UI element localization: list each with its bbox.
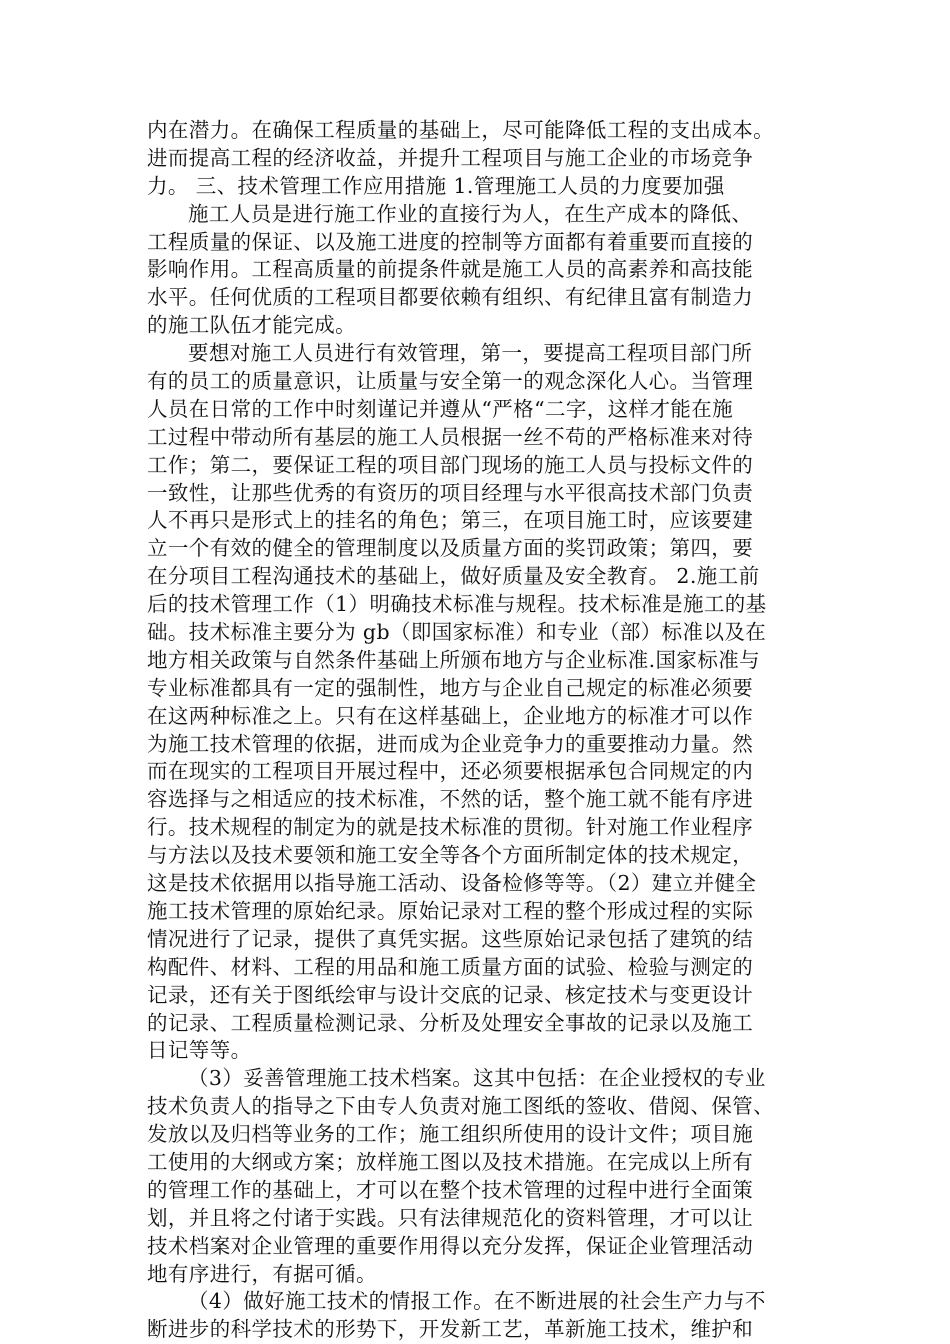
text-line: 础。技术标准主要分为 gb（即国家标准）和专业（部）标准以及在: [147, 620, 767, 645]
document-body: [147, 117, 817, 1344]
text-line: 人不再只是形式上的挂名的角色；第三，在项目施工时，应该要建: [147, 508, 754, 533]
text-line: 技术档案对企业管理的重要作用得以充分发挥，保证企业管理活动: [147, 1233, 754, 1258]
text-line: 在这两种标准之上。只有在这样基础上，企业地方的标准才可以作: [147, 703, 754, 728]
text-line: 立一个有效的健全的管理制度以及质量方面的奖罚政策；第四，要: [147, 536, 754, 561]
text-line: 人员在日常的工作中时刻谨记并遵从“严格“二字，这样才能在施: [147, 396, 734, 421]
text-line: 地有序进行，有据可循。: [147, 1261, 377, 1286]
text-line: 力。 三、技术管理工作应用措施 1.管理施工人员的力度要加强: [147, 173, 725, 198]
text-line: 容选择与之相适应的技术标准，不然的话，整个施工就不能有序进: [147, 787, 754, 812]
text-line: 施工人员是进行施工作业的直接行为人，在生产成本的降低、: [188, 201, 753, 226]
text-line: 地方相关政策与自然条件基础上所颁布地方与企业标准.国家标准与: [147, 647, 761, 672]
text-line: 工过程中带动所有基层的施工人员根据一丝不苟的严格标准来对待: [147, 424, 754, 449]
text-line: 技术负责人的指导之下由专人负责对施工图纸的签收、借阅、保管、: [147, 1094, 774, 1119]
text-line: 发放以及归档等业务的工作；施工组织所使用的设计文件；项目施: [147, 1122, 754, 1147]
text-line: 与方法以及技术要领和施工安全等各个方面所制定体的技术规定，: [147, 843, 754, 868]
text-line: 而在现实的工程项目开展过程中，还必须要根据承包合同规定的内: [147, 759, 754, 784]
text-line: 行。技术规程的制定为的就是技术标准的贯彻。针对施工作业程序: [147, 815, 754, 840]
text-line: 有的员工的质量意识，让质量与安全第一的观念深化人心。当管理: [147, 369, 754, 394]
text-line: 记录，还有关于图纸绘审与设计交底的记录、核定技术与变更设计: [147, 982, 754, 1007]
text-line: 后的技术管理工作（1）明确技术标准与规程。技术标准是施工的基: [147, 592, 767, 617]
text-line: 的记录、工程质量检测记录、分析及处理安全事故的记录以及施工: [147, 1010, 754, 1035]
text-line: （3）妥善管理施工技术档案。这其中包括：在企业授权的专业: [188, 1066, 766, 1091]
text-line: 的施工队伍才能完成。: [147, 313, 356, 338]
text-line: 构配件、材料、工程的用品和施工质量方面的试验、检验与测定的: [147, 954, 754, 979]
text-line: 为施工技术管理的依据，进而成为企业竞争力的重要推动力量。然: [147, 731, 754, 756]
text-line: 水平。任何优质的工程项目都要依赖有组织、有纪律且富有制造力: [147, 285, 754, 310]
text-line: 在分项目工程沟通技术的基础上，做好质量及安全教育。 2.施工前: [147, 564, 760, 589]
text-line: 要想对施工人员进行有效管理，第一，要提高工程项目部门所: [188, 341, 753, 366]
text-line: 工使用的大纲或方案；放样施工图以及技术措施。在完成以上所有: [147, 1149, 754, 1174]
text-line: 一致性，让那些优秀的有资历的项目经理与水平很高技术部门负责: [147, 480, 754, 505]
text-line: 日记等等。: [147, 1038, 252, 1063]
text-line: 内在潜力。在确保工程质量的基础上，尽可能降低工程的支出成本。: [147, 118, 774, 142]
text-line: 划，并且将之付诸于实践。只有法律规范化的资料管理，才可以让: [147, 1205, 754, 1230]
text-line: 进而提高工程的经济收益，并提升工程项目与施工企业的市场竞争: [147, 145, 754, 170]
text-line: 情况进行了记录，提供了真凭实据。这些原始记录包括了建筑的结: [147, 926, 754, 951]
text-line: 断进步的科学技术的形势下，开发新工艺，革新施工技术，维护和: [147, 1317, 754, 1342]
text-line: 施工技术管理的原始纪录。原始记录对工程的整个形成过程的实际: [147, 898, 754, 923]
text-line: 的管理工作的基础上，才可以在整个技术管理的过程中进行全面策: [147, 1177, 754, 1202]
text-line: 影响作用。工程高质量的前提条件就是施工人员的高素养和高技能: [147, 257, 754, 282]
text-line: 工作；第二，要保证工程的项目部门现场的施工人员与投标文件的: [147, 452, 754, 477]
text-line: 这是技术依据用以指导施工活动、设备检修等等。（2）建立并健全: [147, 871, 757, 896]
text-line: 专业标准都具有一定的强制性，地方与企业自己规定的标准必须要: [147, 675, 754, 700]
text-line: 工程质量的保证、以及施工进度的控制等方面都有着重要而直接的: [147, 229, 754, 254]
text-line: （4）做好施工技术的情报工作。在不断进展的社会生产力与不: [188, 1289, 766, 1314]
